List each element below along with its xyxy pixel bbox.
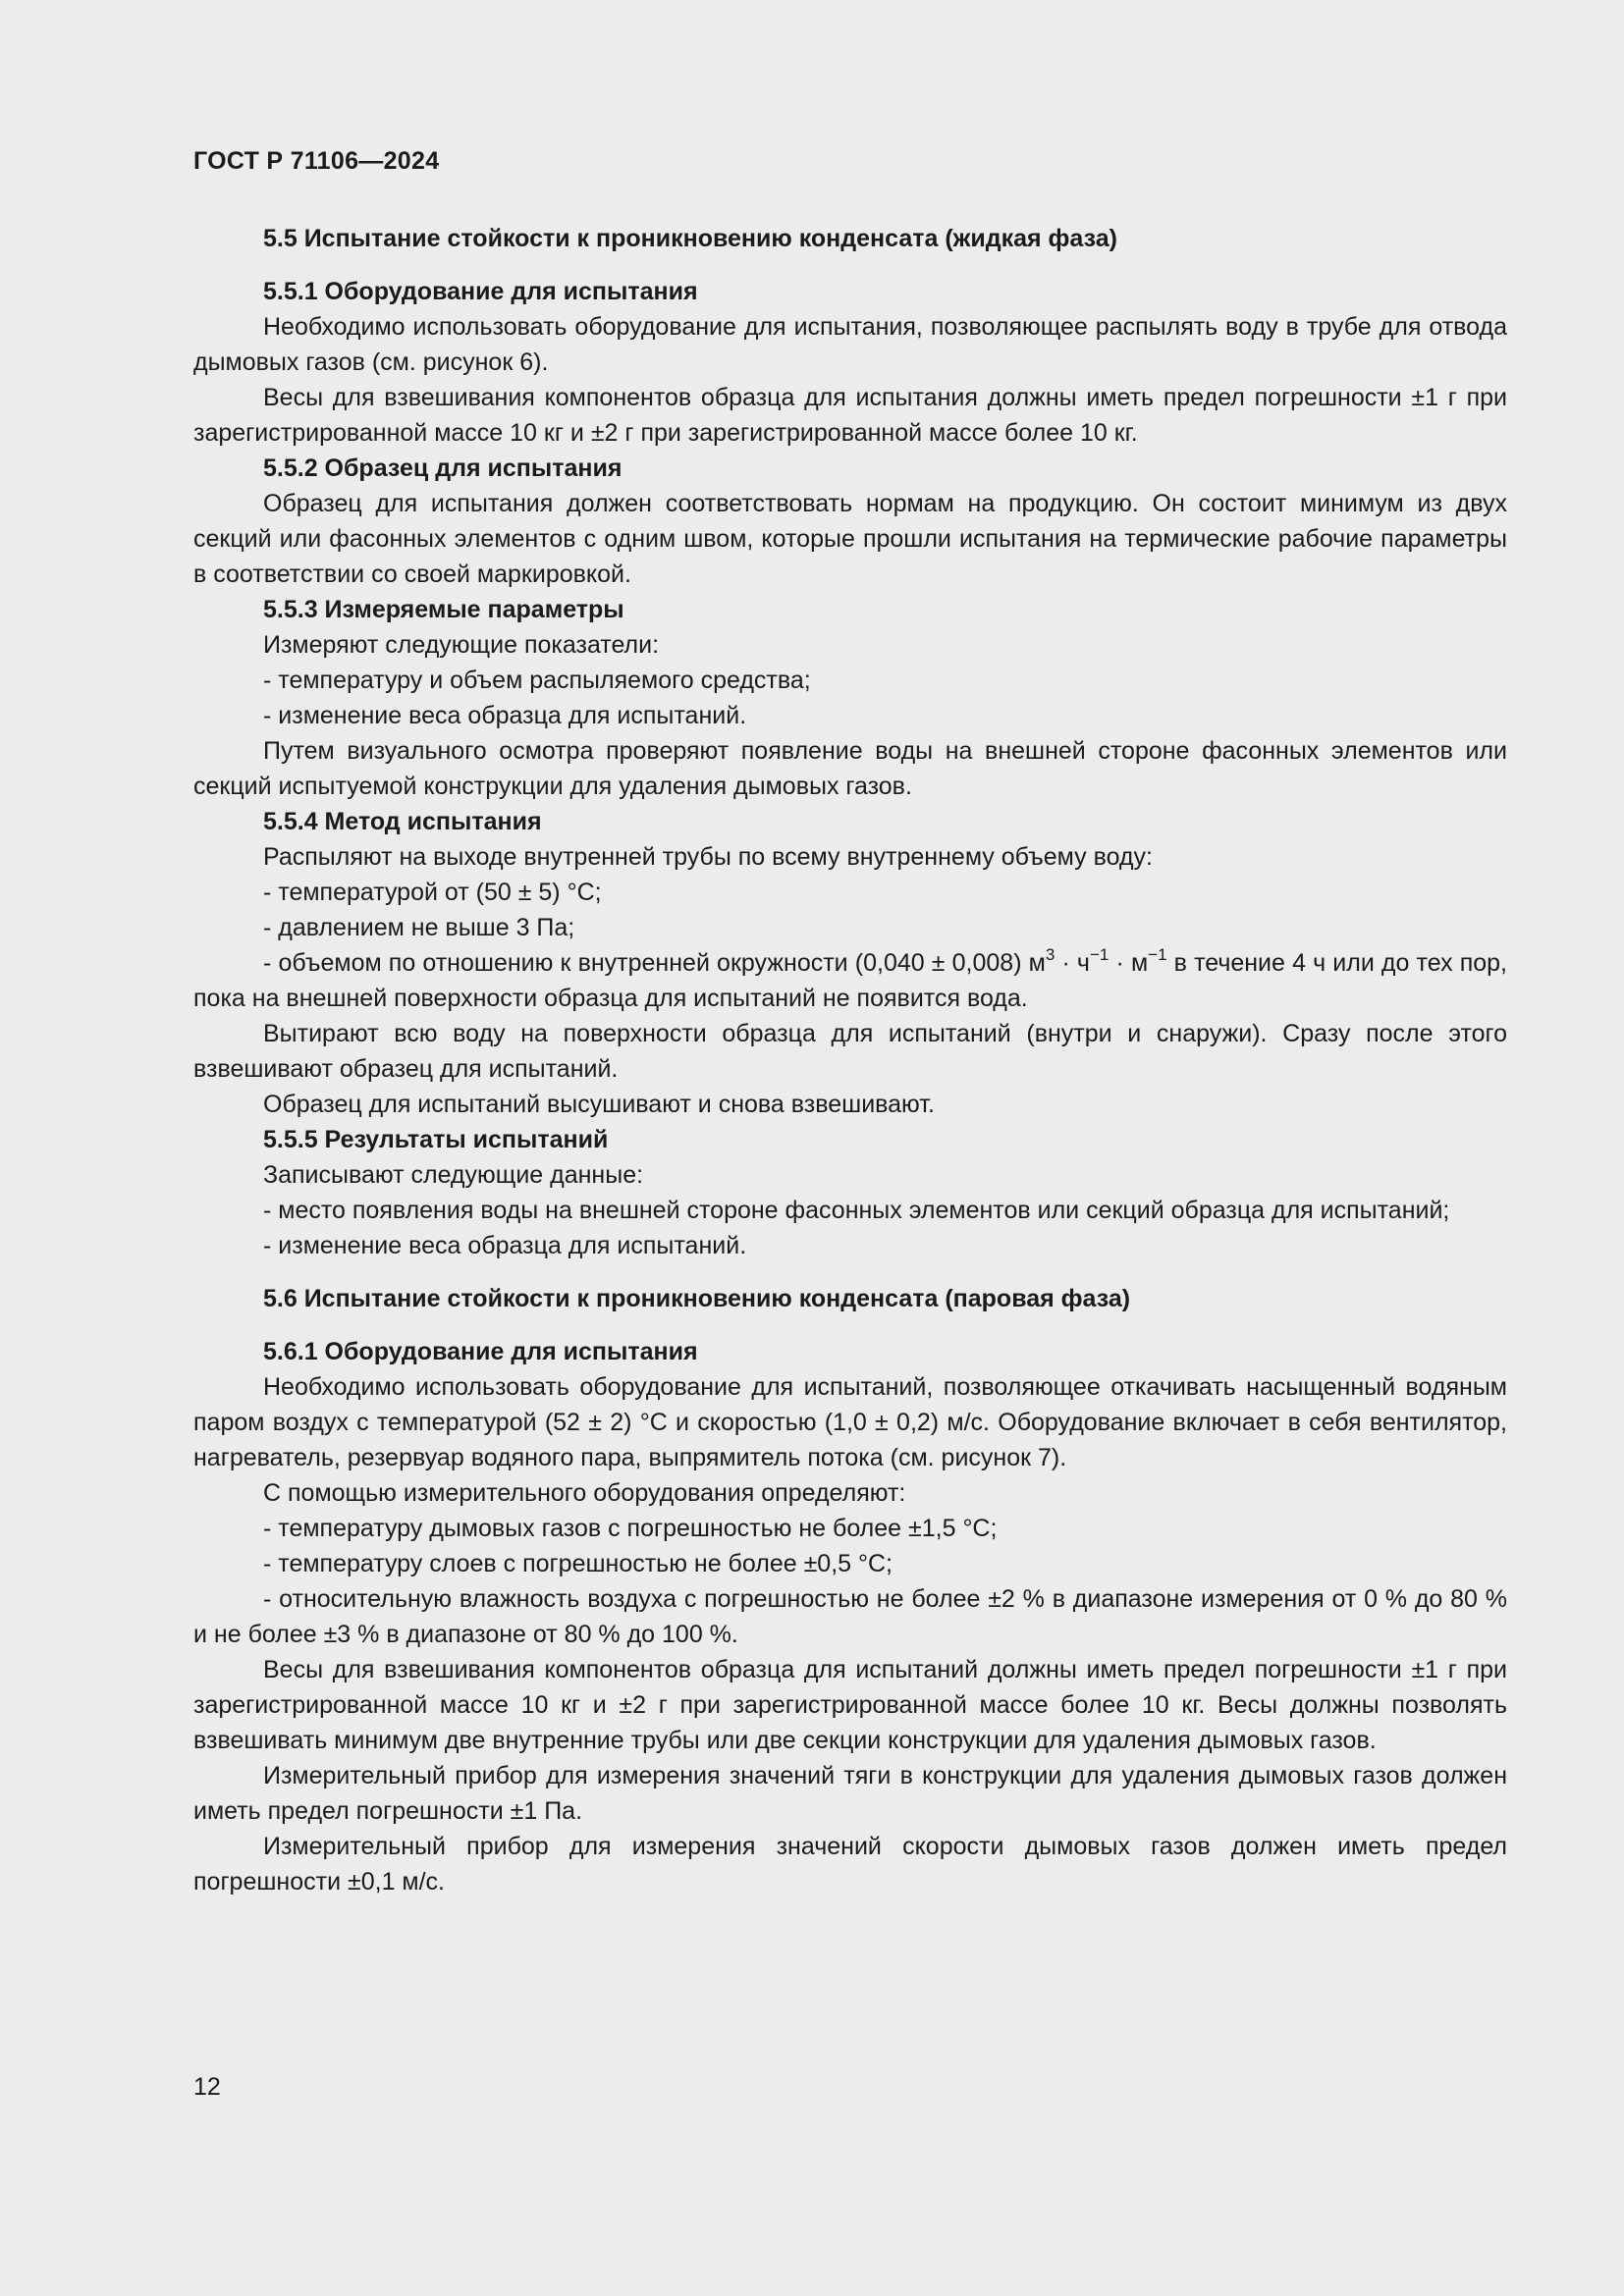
paragraph: Весы для взвешивания компонентов образца для испытаний должны иметь предел погрешности ±1 г при зарегистрированной массе 10 кг и ±2 г при зарегистрированной массе более 10 кг. Весы должны позволять взвешивать минимум две внутренние трубы или две секции конструкции для удаления дымовых газов. xyxy=(193,1656,1507,1754)
section-5-5-3-title: 5.5.3 Измеряемые параметры xyxy=(263,596,624,623)
paragraph: Вытирают всю воду на поверхности образца для испытаний (внутри и снаружи). Сразу после этого взвешивают образец для испытаний. xyxy=(193,1020,1507,1083)
list-item: - температуру и объем распыляемого средства; xyxy=(263,667,811,694)
paragraph: Образец для испытаний высушивают и снова взвешивают. xyxy=(263,1091,935,1118)
list-item-volume-formula xyxy=(193,945,1507,1016)
paragraph: Измерительный прибор для измерения значений тяги в конструкции для удаления дымовых газов должен иметь предел погрешности ±1 Па. xyxy=(193,1762,1507,1825)
superscript: −1 xyxy=(1148,944,1167,964)
list-item: - температуру дымовых газов с погрешностью не более ±1,5 °С; xyxy=(263,1515,998,1542)
paragraph: Образец для испытания должен соответствовать нормам на продукцию. Он состоит минимум из двух секций или фасонных элементов с одним швом, которые прошли испытания на термические рабочие параметры в соответствии со своей маркировкой. xyxy=(193,490,1507,588)
section-5-5-5-title: 5.5.5 Результаты испытаний xyxy=(263,1126,609,1153)
section-5-6-1-title: 5.6.1 Оборудование для испытания xyxy=(263,1338,698,1365)
paragraph: Необходимо использовать оборудование для испытания, позволяющее распылять воду в трубе для отвода дымовых газов (см. рисунок 6). xyxy=(193,313,1507,376)
section-5-6-title: 5.6 Испытание стойкости к проникновению конденсата (паровая фаза) xyxy=(263,1285,1131,1312)
section-5-5-1-title: 5.5.1 Оборудование для испытания xyxy=(263,278,698,305)
paragraph: Весы для взвешивания компонентов образца для испытания должны иметь предел погрешности ±1 г при зарегистрированной массе 10 кг и ±2 г при зарегистрированной массе более 10 кг. xyxy=(193,384,1507,447)
superscript: −1 xyxy=(1089,944,1110,964)
list-item: - изменение веса образца для испытаний. xyxy=(263,1232,747,1259)
paragraph: Измерительный прибор для измерения значений скорости дымовых газов должен иметь предел погрешности ±0,1 м/с. xyxy=(193,1833,1507,1896)
document-body xyxy=(193,221,1507,1899)
paragraph: Распыляют на выходе внутренней трубы по всему внутреннему объему воду: xyxy=(263,843,1153,871)
section-5-5-4-title: 5.5.4 Метод испытания xyxy=(263,808,542,835)
page-number: 12 xyxy=(193,2073,221,2101)
list-item: - давлением не выше 3 Па; xyxy=(263,914,575,941)
document-code-header: ГОСТ Р 71106—2024 xyxy=(193,147,440,175)
paragraph: Путем визуального осмотра проверяют появление воды на внешней стороне фасонных элементов или секций испытуемой конструкции для удаления дымовых газов. xyxy=(193,737,1507,800)
text-run: в течение 4 ч или до тех пор, пока на внешней поверхности образца для испытаний не появится вода. xyxy=(193,949,1507,1012)
section-5-5-title: 5.5 Испытание стойкости к проникновению конденсата (жидкая фаза) xyxy=(263,225,1117,252)
paragraph: Необходимо использовать оборудование для испытаний, позволяющее откачивать насыщенный водяным паром воздух с температурой (52 ± 2) °С и скоростью (1,0 ± 0,2) м/с. Оборудование включает в себя вентилятор, нагреватель, резервуар водяного пара, выпрямитель потока (см. рисунок 7). xyxy=(193,1373,1507,1471)
list-item: - температурой от (50 ± 5) °С; xyxy=(263,879,602,906)
list-item: - место появления воды на внешней стороне фасонных элементов или секций образца для испытаний; xyxy=(263,1197,1450,1224)
superscript: 3 xyxy=(1045,944,1056,964)
text-run: · ч xyxy=(1055,949,1090,977)
paragraph: Измеряют следующие показатели: xyxy=(263,631,660,659)
text-run: · м xyxy=(1109,949,1149,977)
list-item: - температуру слоев с погрешностью не более ±0,5 °С; xyxy=(263,1550,893,1577)
paragraph: С помощью измерительного оборудования определяют: xyxy=(263,1479,906,1507)
paragraph: Записывают следующие данные: xyxy=(263,1161,644,1189)
section-5-5-2-title: 5.5.2 Образец для испытания xyxy=(263,454,623,482)
list-item: - относительную влажность воздуха с погрешностью не более ±2 % в диапазоне измерения от 0 % до 80 % и не более ±3 % в диапазоне от 80 % до 100 %. xyxy=(193,1585,1507,1648)
text-run: - объемом по отношению к внутренней окружности (0,040 ± 0,008) м xyxy=(263,949,1046,977)
list-item: - изменение веса образца для испытаний. xyxy=(263,702,747,729)
